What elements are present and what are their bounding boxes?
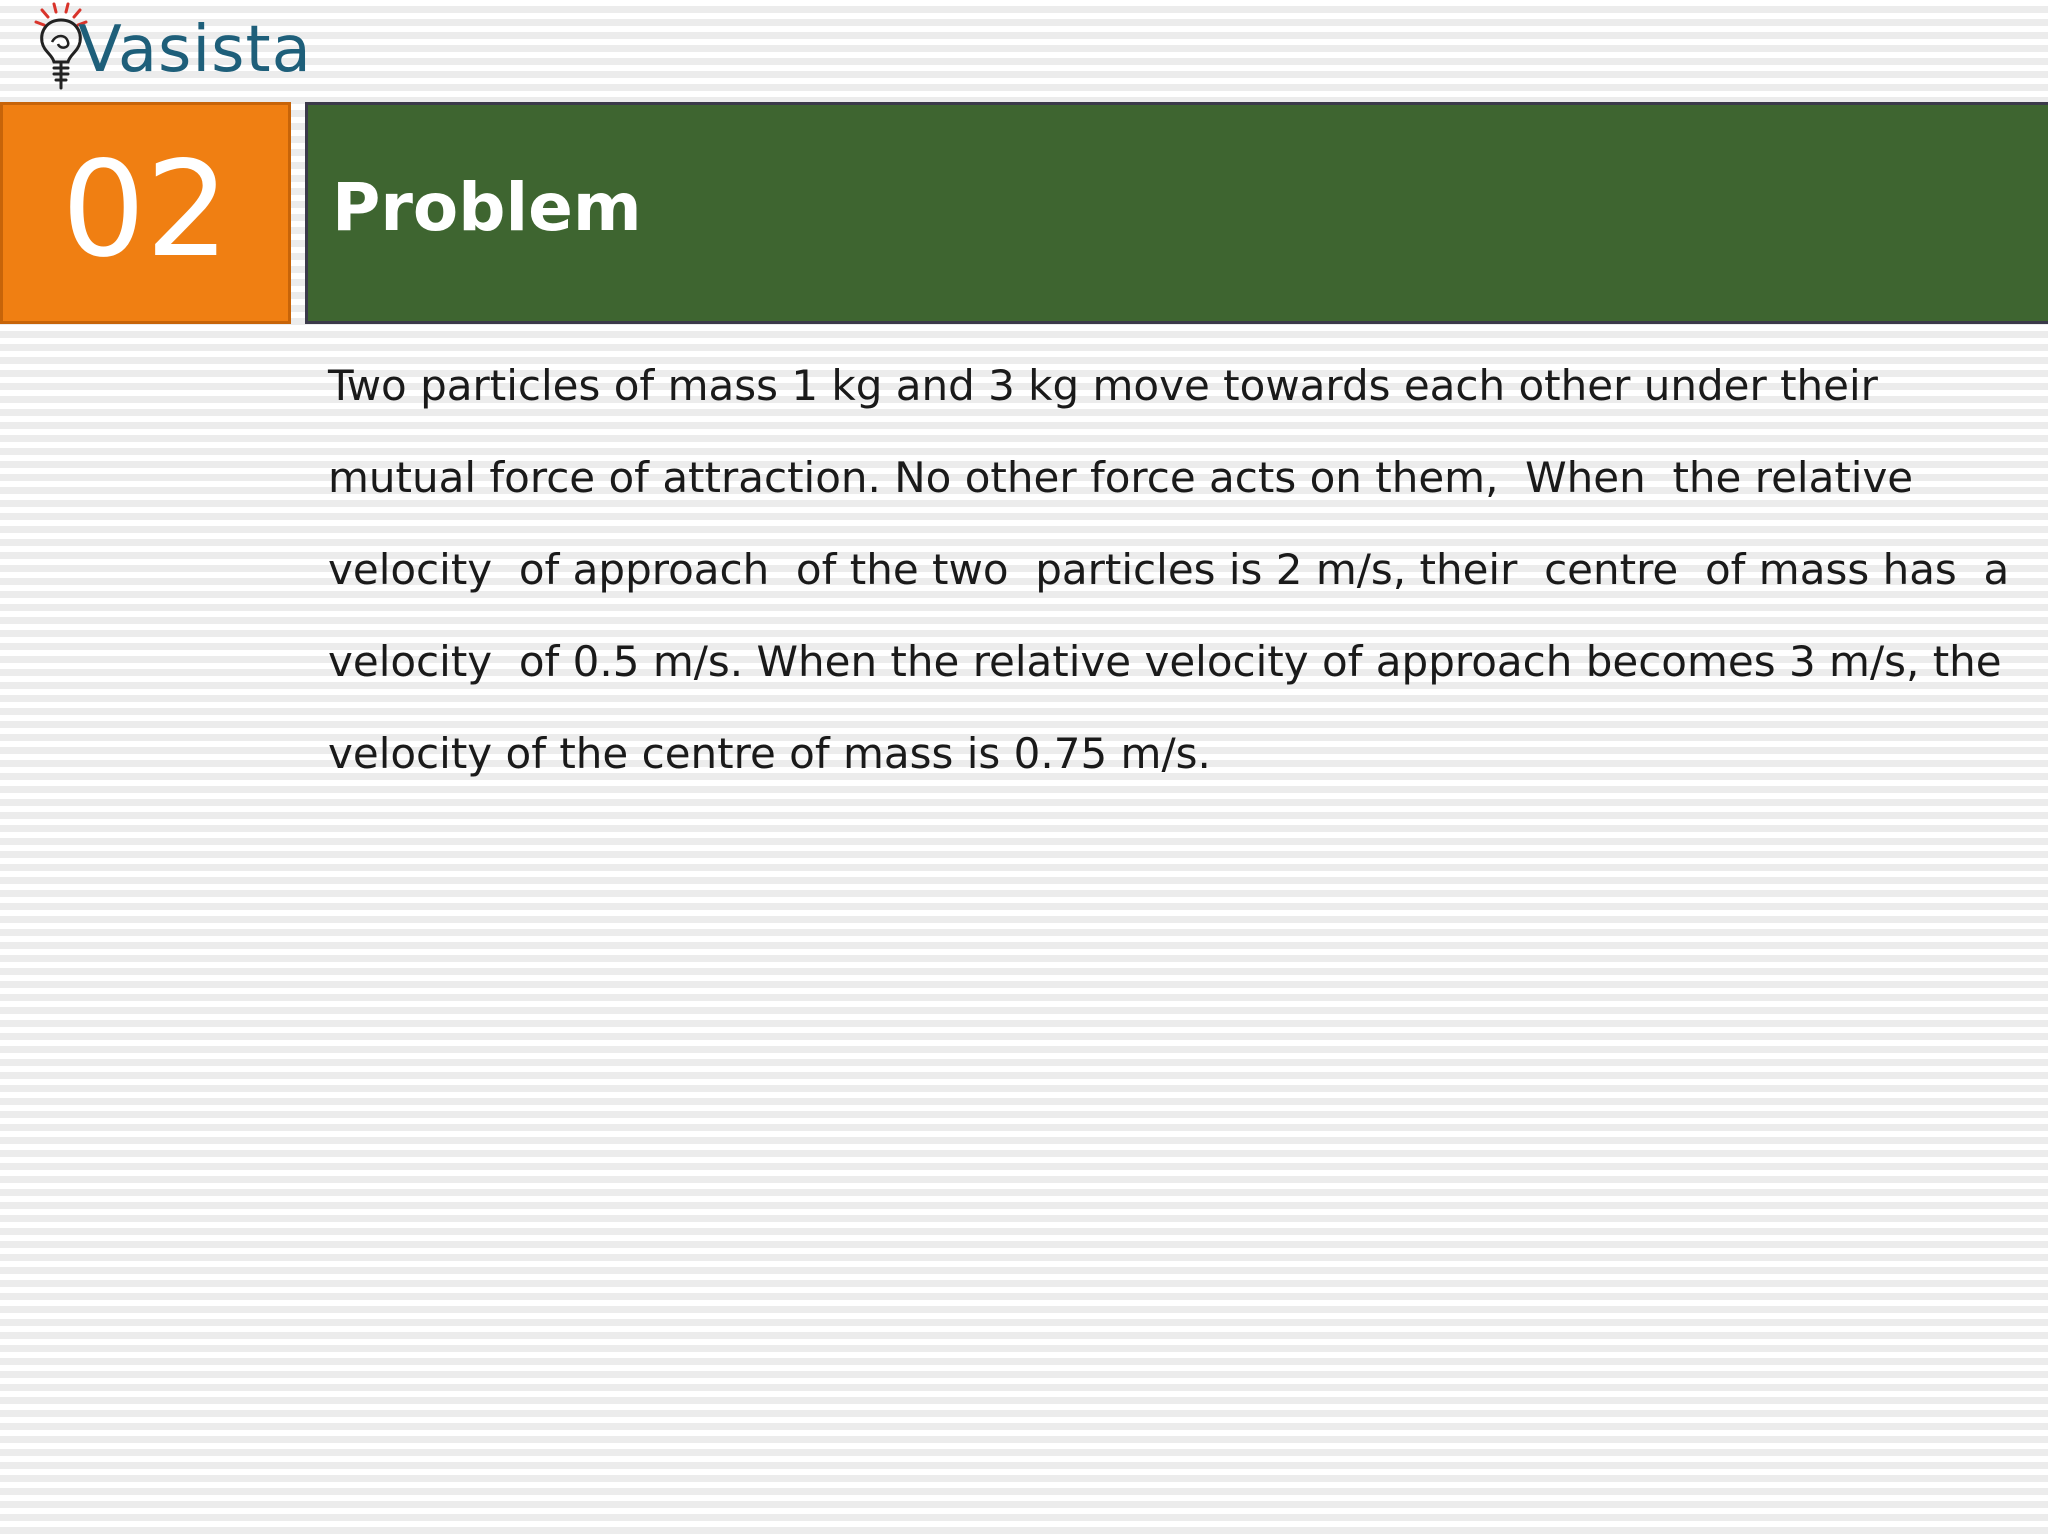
title-bar bbox=[305, 102, 2048, 324]
problem-line: mutual force of attraction. No other force acts on them, When the relative bbox=[328, 453, 1914, 502]
logo-text: Vasista bbox=[78, 13, 312, 87]
vasista-logo bbox=[18, 0, 312, 100]
section-number-box bbox=[0, 102, 291, 324]
problem-line: Two particles of mass 1 kg and 3 kg move towards each other under their bbox=[328, 361, 1878, 410]
problem-line: velocity of the centre of mass is 0.75 m/s. bbox=[328, 729, 1211, 778]
section-number: 02 bbox=[61, 133, 230, 287]
page-title: Problem bbox=[332, 169, 642, 246]
problem-text bbox=[328, 340, 2018, 800]
problem-line: velocity of approach of the two particles is 2 m/s, their centre of mass has a bbox=[328, 545, 2010, 594]
problem-line: velocity of 0.5 m/s. When the relative velocity of approach becomes 3 m/s, the bbox=[328, 637, 2002, 686]
